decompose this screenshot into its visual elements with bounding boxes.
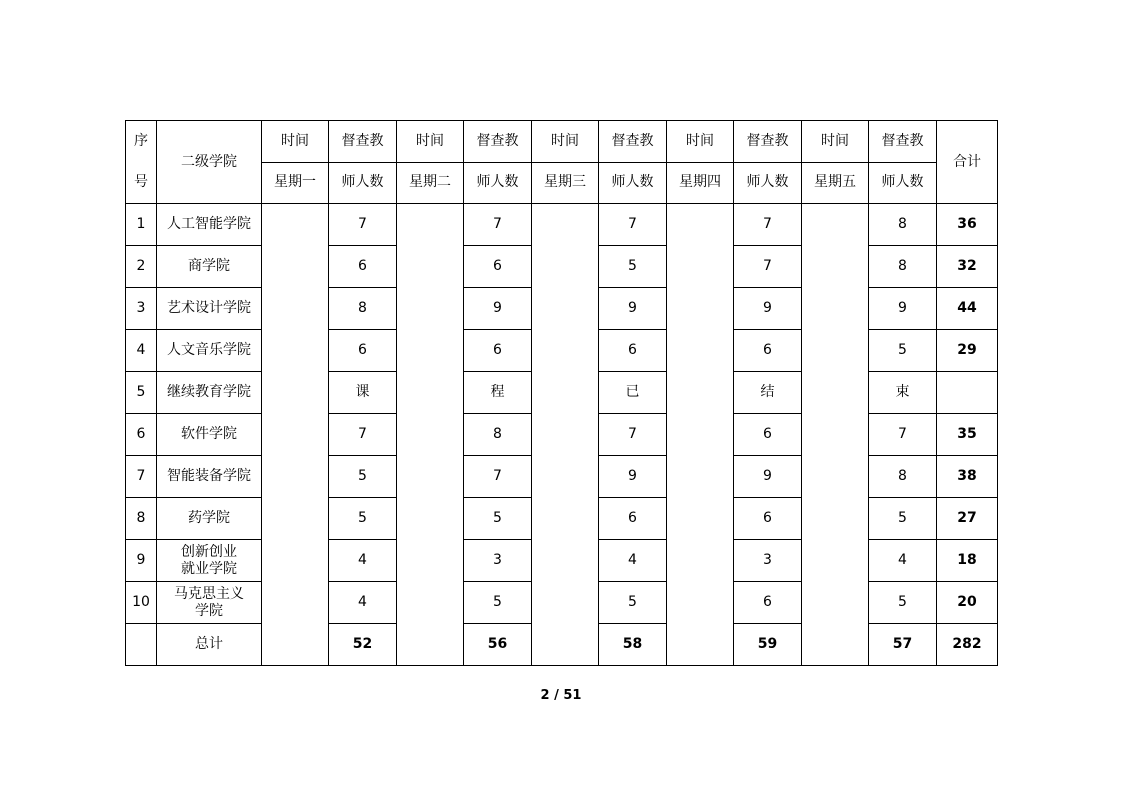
row-total: 32: [937, 246, 998, 288]
header-inspector-4-top: 督查教: [734, 121, 802, 163]
count-cell: 课: [329, 372, 397, 414]
count-cell: 8: [869, 246, 937, 288]
row-total: 18: [937, 540, 998, 582]
count-cell: 9: [464, 288, 532, 330]
row-index: 7: [126, 456, 157, 498]
count-cell: 5: [869, 330, 937, 372]
totals-count: 58: [599, 624, 667, 666]
count-cell: 6: [329, 246, 397, 288]
header-day-1: 星期一: [262, 162, 329, 204]
count-cell: 6: [599, 330, 667, 372]
count-cell: 5: [464, 498, 532, 540]
grand-total: 282: [937, 624, 998, 666]
row-college: [157, 456, 262, 498]
row-college: [157, 246, 262, 288]
row-college-line: 智能装备学院: [167, 468, 251, 485]
row-college: [157, 414, 262, 456]
row-index: 9: [126, 540, 157, 582]
header-college: 二级学院: [157, 121, 262, 204]
row-college-line: 就业学院: [181, 560, 237, 577]
row-college-line: 学院: [195, 602, 223, 619]
row-college-line: 人文音乐学院: [167, 342, 251, 359]
count-cell: 7: [464, 204, 532, 246]
header-inspector-5-bottom: 师人数: [869, 162, 937, 204]
count-cell: 6: [599, 498, 667, 540]
count-cell: 7: [599, 204, 667, 246]
count-cell: 6: [734, 498, 802, 540]
header-index-bottom: 号: [134, 174, 148, 190]
count-cell: 5: [599, 582, 667, 624]
header-day-2: 星期二: [397, 162, 464, 204]
count-cell: 9: [599, 456, 667, 498]
header-day-5: 星期五: [802, 162, 869, 204]
count-cell: 结: [734, 372, 802, 414]
row-college-line: 艺术设计学院: [167, 300, 251, 317]
totals-label: 总计: [157, 624, 262, 666]
count-cell: 6: [734, 330, 802, 372]
row-college: [157, 204, 262, 246]
inspection-table: [125, 120, 998, 666]
header-time-4: 时间: [667, 121, 734, 163]
row-total: 20: [937, 582, 998, 624]
row-index: 4: [126, 330, 157, 372]
row-college-line: 软件学院: [181, 426, 237, 443]
count-cell: 5: [464, 582, 532, 624]
header-day-4: 星期四: [667, 162, 734, 204]
header-inspector-1-bottom: 师人数: [329, 162, 397, 204]
header-inspector-3-bottom: 师人数: [599, 162, 667, 204]
header-index-top: 序: [134, 133, 148, 149]
header-row-1: [126, 121, 998, 163]
row-college: [157, 498, 262, 540]
count-cell: 4: [869, 540, 937, 582]
row-college-line: 药学院: [188, 510, 230, 527]
time-cell-day-3: [532, 204, 599, 666]
row-college: [157, 288, 262, 330]
count-cell: 8: [869, 456, 937, 498]
count-cell: 4: [329, 540, 397, 582]
header-inspector-1-top: 督查教: [329, 121, 397, 163]
time-cell-day-4: [667, 204, 734, 666]
row-college-line: 马克思主义: [174, 585, 244, 602]
count-cell: 5: [869, 498, 937, 540]
count-cell: 6: [329, 330, 397, 372]
row-index: 1: [126, 204, 157, 246]
count-cell: 程: [464, 372, 532, 414]
count-cell: 3: [464, 540, 532, 582]
count-cell: 4: [329, 582, 397, 624]
row-college-line: 创新创业: [181, 543, 237, 560]
row-college: [157, 330, 262, 372]
row-total: 36: [937, 204, 998, 246]
header-total: 合计: [937, 121, 998, 204]
count-cell: 4: [599, 540, 667, 582]
totals-count: 59: [734, 624, 802, 666]
row-college-line: 人工智能学院: [167, 216, 251, 233]
row-index: 8: [126, 498, 157, 540]
totals-count: 57: [869, 624, 937, 666]
count-cell: 7: [599, 414, 667, 456]
row-index: 3: [126, 288, 157, 330]
totals-count: 56: [464, 624, 532, 666]
header-inspector-2-bottom: 师人数: [464, 162, 532, 204]
header-inspector-5-top: 督查教: [869, 121, 937, 163]
count-cell: 5: [329, 498, 397, 540]
header-time-3: 时间: [532, 121, 599, 163]
row-college: [157, 372, 262, 414]
row-college: [157, 582, 262, 624]
count-cell: 6: [734, 582, 802, 624]
table-row: [126, 204, 998, 246]
header-time-1: 时间: [262, 121, 329, 163]
header-inspector-4-bottom: 师人数: [734, 162, 802, 204]
count-cell: 5: [599, 246, 667, 288]
row-index: 6: [126, 414, 157, 456]
page-number: 2 / 51: [540, 688, 582, 703]
count-cell: 9: [869, 288, 937, 330]
row-total: 27: [937, 498, 998, 540]
count-cell: 9: [599, 288, 667, 330]
count-cell: 7: [464, 456, 532, 498]
row-index: 10: [126, 582, 157, 624]
time-cell-day-1: [262, 204, 329, 666]
header-inspector-3-top: 督查教: [599, 121, 667, 163]
totals-index-empty: [126, 624, 157, 666]
row-college: [157, 540, 262, 582]
count-cell: 5: [869, 582, 937, 624]
header-time-5: 时间: [802, 121, 869, 163]
count-cell: 7: [734, 246, 802, 288]
row-college-line: 继续教育学院: [167, 384, 251, 401]
count-cell: 5: [329, 456, 397, 498]
time-cell-day-5: [802, 204, 869, 666]
count-cell: 6: [734, 414, 802, 456]
count-cell: 8: [329, 288, 397, 330]
totals-count: 52: [329, 624, 397, 666]
count-cell: 7: [734, 204, 802, 246]
row-college-line: 商学院: [188, 258, 230, 275]
header-index: [126, 121, 157, 204]
count-cell: 6: [464, 330, 532, 372]
row-total: [937, 372, 998, 414]
header-time-2: 时间: [397, 121, 464, 163]
header-inspector-2-top: 督查教: [464, 121, 532, 163]
count-cell: 7: [329, 414, 397, 456]
row-total: 44: [937, 288, 998, 330]
count-cell: 9: [734, 456, 802, 498]
count-cell: 已: [599, 372, 667, 414]
row-total: 38: [937, 456, 998, 498]
count-cell: 8: [869, 204, 937, 246]
count-cell: 7: [329, 204, 397, 246]
count-cell: 8: [464, 414, 532, 456]
count-cell: 束: [869, 372, 937, 414]
row-total: 35: [937, 414, 998, 456]
time-cell-day-2: [397, 204, 464, 666]
row-index: 5: [126, 372, 157, 414]
count-cell: 9: [734, 288, 802, 330]
count-cell: 3: [734, 540, 802, 582]
count-cell: 7: [869, 414, 937, 456]
row-index: 2: [126, 246, 157, 288]
count-cell: 6: [464, 246, 532, 288]
header-day-3: 星期三: [532, 162, 599, 204]
row-total: 29: [937, 330, 998, 372]
